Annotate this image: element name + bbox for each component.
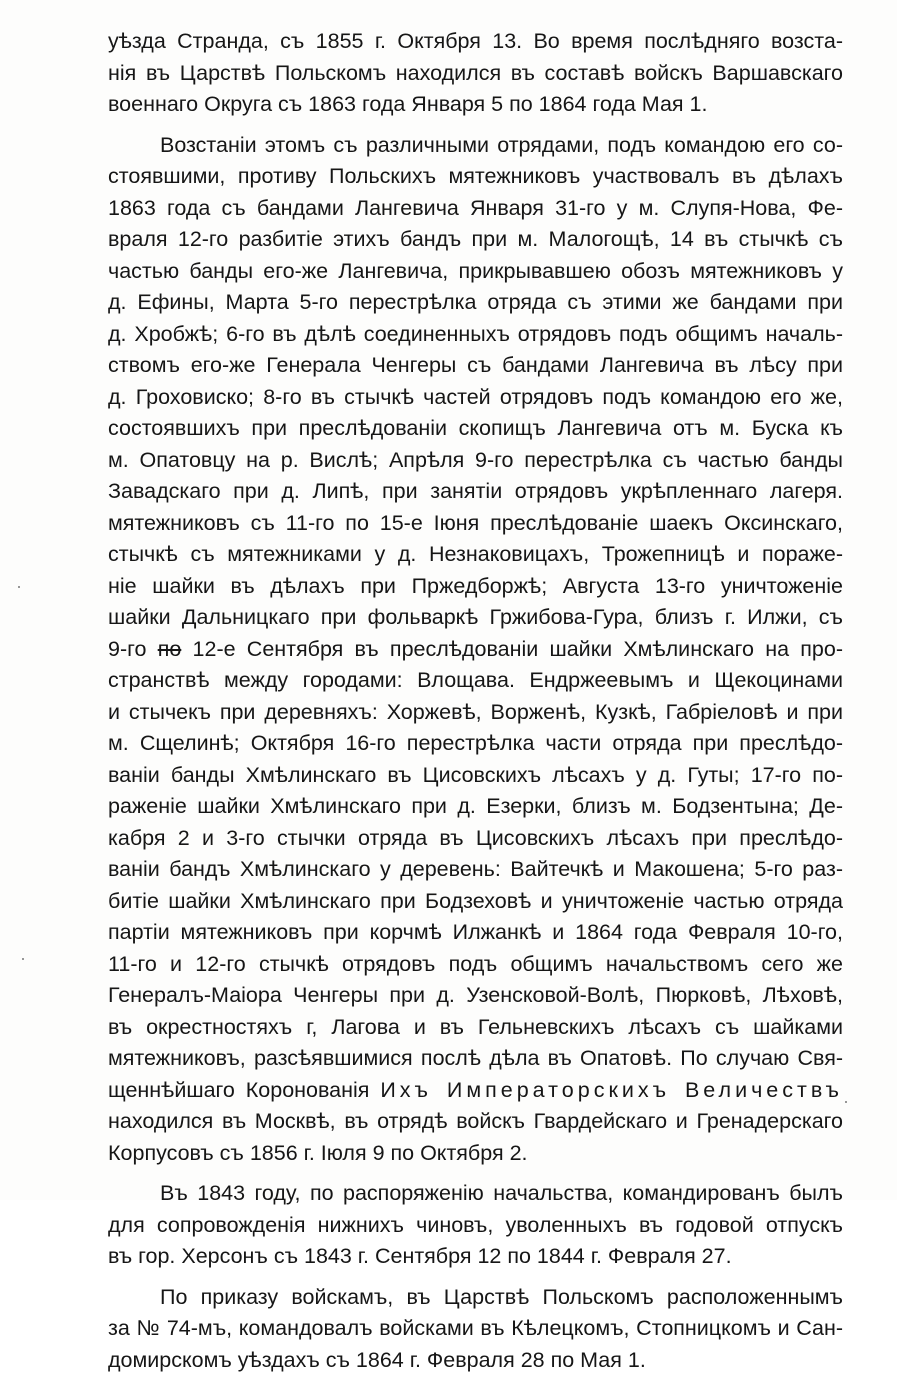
text-line: нія въ Царствѣ Польскомъ находился въ составѣ войскъ Варшавскаго [108, 58, 843, 90]
text-line: кабря 2 и 3-го стычки отряда въ Цисовскихъ лѣсахъ при преслѣдо- [108, 823, 843, 855]
text-line: военнаго Округа съ 1863 года Января 5 по 1864 года Мая 1. [108, 89, 843, 121]
text-line: странствѣ между городами: Влощава. Ендржеевымъ и Щекоцинами [108, 665, 843, 697]
spaced-emphasis: Ихъ Императорскихъ Величествъ [380, 1078, 843, 1102]
text-line: Въ 1843 году, по распоряженію начальства, командированъ былъ [108, 1178, 843, 1210]
text-line: шайки Дальницкаго при фольваркѣ Гржибова-Гура, близъ г. Илжи, съ [108, 602, 843, 634]
text-line: въ окрестностяхъ г, Лагова и въ Гельневскихъ лѣсахъ съ шайками [108, 1012, 843, 1044]
text-line: раженіе шайки Хмѣлинскаго при д. Езерки, близъ м. Бодзентына; Де- [108, 791, 843, 823]
text-line: д. Хробжѣ; 6-го въ дѣлѣ соединенныхъ отрядовъ подъ общимъ началь- [108, 319, 843, 351]
text-line: Генералъ-Маіора Ченгеры при д. Узенсковой-Волѣ, Пюрковѣ, Лѣховѣ, [108, 980, 843, 1012]
text-line: въ гор. Херсонъ съ 1843 г. Сентября 12 по 1844 г. Февраля 27. [108, 1241, 843, 1273]
text-line: Завадскаго при д. Липѣ, при занятіи отрядовъ укрѣпленнаго лагеря. [108, 476, 843, 508]
margin-speck [22, 958, 24, 960]
text-line: м. Опатовцу на р. Вислѣ; Апрѣля 9-го перестрѣлка съ частью банды [108, 445, 843, 477]
text-line: мятежниковъ, разсѣявшимися послѣ дѣла въ Опатовѣ. По случаю Свя- [108, 1043, 843, 1075]
text-line: для сопровожденія нижнихъ чиновъ, уволенныхъ въ годовой отпускъ [108, 1210, 843, 1242]
text-line: 11-го и 12-го стычкѣ отрядовъ подъ общимъ начальствомъ сего же [108, 949, 843, 981]
text-line: частью банды его-же Лангевича, прикрывавшею обозъ мятежниковъ у [108, 256, 843, 288]
text-line: домирскомъ уѣздахъ съ 1864 г. Февраля 28 по Мая 1. [108, 1345, 843, 1376]
text-line: мятежниковъ съ 11-го по 15-е Іюня преслѣдованіе шаекъ Оксинскаго, [108, 508, 843, 540]
text-line: стычкѣ съ мятежниками у д. Незнаковицахъ, Трожепницѣ и пораже- [108, 539, 843, 571]
text-line: м. Сщелинѣ; Октября 16-го перестрѣлка части отряда при преслѣдо- [108, 728, 843, 760]
text-line: враля 12-го разбитіе этихъ бандъ при м. Малогощѣ, 14 въ стычкѣ съ [108, 224, 843, 256]
paragraph-2 [108, 130, 843, 1170]
struck-word: по [158, 637, 182, 661]
text-line: ваніи бандъ Хмѣлинскаго у деревень: Вайтечкѣ и Макошена; 5-го раз- [108, 854, 843, 886]
text-line: 1863 года съ бандами Лангевича Января 31-го у м. Слупя-Нова, Фе- [108, 193, 843, 225]
text-line: и стычекъ при деревняхъ: Хоржевѣ, Ворженѣ, Кузкѣ, Габріеловѣ и при [108, 697, 843, 729]
text-line: щеннѣйшаго Коронованія Ихъ Императорскихъ Величествъ [108, 1075, 843, 1107]
text-line: партіи мятежниковъ при корчмѣ Илжанкѣ и 1864 года Февраля 10-го, [108, 917, 843, 949]
text-line: уѣзда Странда, съ 1855 г. Октября 13. Во время послѣдняго возста- [108, 26, 843, 58]
text-line: д. Гроховиско; 8-го въ стычкѣ частей отрядовъ подъ командою его же, [108, 382, 843, 414]
text-line: ніе шайки въ дѣлахъ при Пржедборжѣ; Августа 13-го уничтоженіе [108, 571, 843, 603]
text-line: за № 74-мъ, командовалъ войсками въ Кѣлецкомъ, Стопницкомъ и Сан- [108, 1313, 843, 1345]
text-line: состоявшихъ при преслѣдованіи скопищъ Лангевича отъ м. Буска къ [108, 413, 843, 445]
margin-speck [845, 1101, 847, 1103]
text-line: ваніи банды Хмѣлинскаго въ Цисовскихъ лѣсахъ у д. Гуты; 17-го по- [108, 760, 843, 792]
paragraph-1 [108, 26, 843, 121]
text-line: Возстаніи этомъ съ различными отрядами, подъ командою его со- [108, 130, 843, 162]
text-line: битіе шайки Хмѣлинскаго при Бодзеховѣ и уничтоженіе частью отряда [108, 886, 843, 918]
text-line: находился въ Москвѣ, въ отрядѣ войскъ Гвардейскаго и Гренадерскаго [108, 1106, 843, 1138]
document-body [108, 26, 843, 1376]
text-line: 9-го по 12-е Сентября въ преслѣдованіи шайки Хмѣлинскаго на про- [108, 634, 843, 666]
paragraph-3 [108, 1178, 843, 1273]
text-line: ствомъ его-же Генерала Ченгеры съ бандами Лангевича въ лѣсу при [108, 350, 843, 382]
paragraph-4 [108, 1282, 843, 1376]
text-line: стоявшими, противу Польскихъ мятежниковъ участвовалъ въ дѣлахъ [108, 161, 843, 193]
margin-speck [18, 586, 20, 588]
text-line: Корпусовъ съ 1856 г. Іюля 9 по Октября 2. [108, 1138, 843, 1170]
text-line: д. Ефины, Марта 5-го перестрѣлка отряда съ этими же бандами при [108, 287, 843, 319]
text-line: По приказу войскамъ, въ Царствѣ Польскомъ расположеннымъ [108, 1282, 843, 1314]
